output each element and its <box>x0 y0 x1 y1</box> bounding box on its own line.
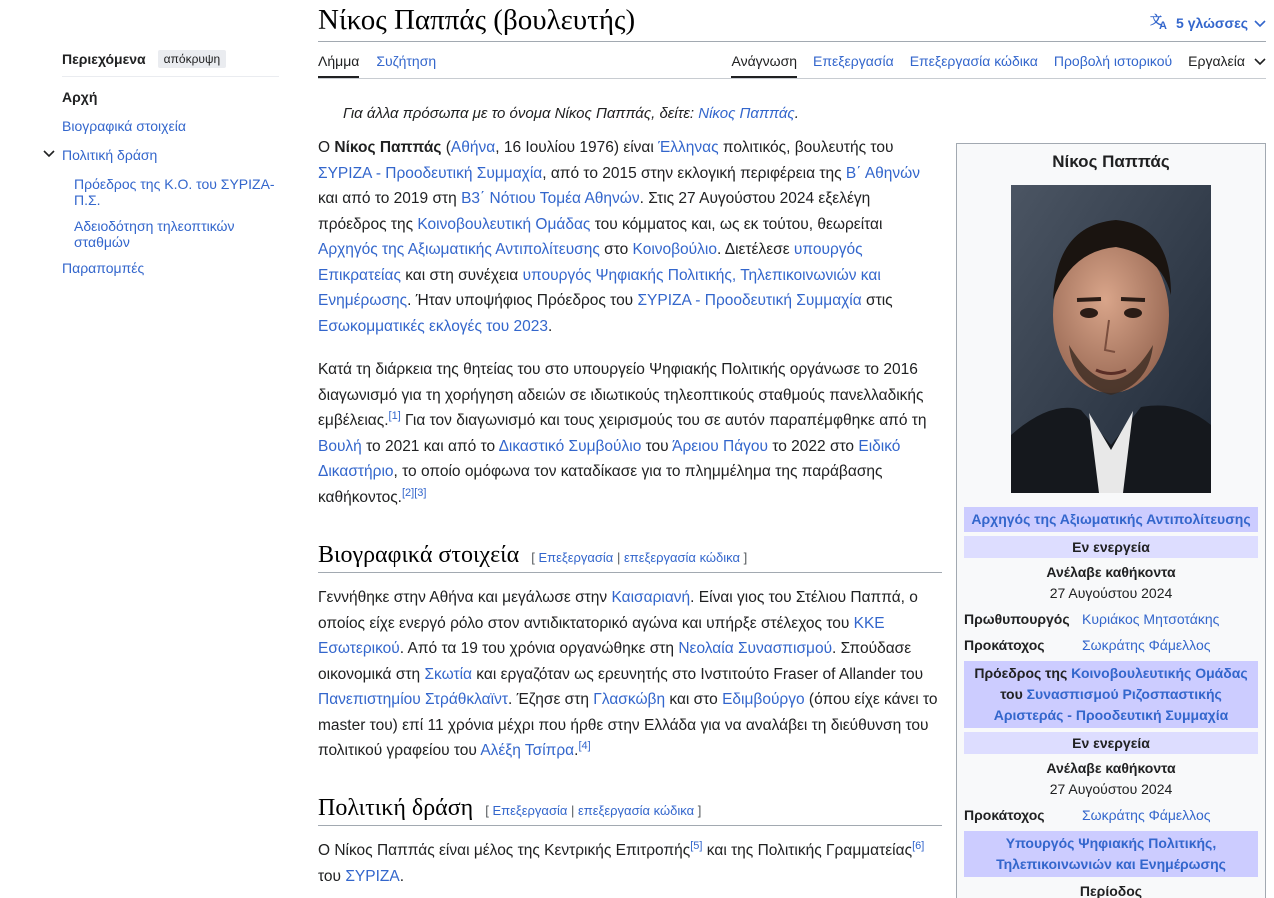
reference-link[interactable]: [1] <box>388 409 401 422</box>
language-count: 5 γλώσσες <box>1176 14 1248 31</box>
tab-read[interactable]: Ανάγνωση <box>731 53 797 78</box>
toc-item-references[interactable]: Παραπομπές <box>62 260 145 276</box>
link[interactable]: Έλληνας <box>658 139 719 156</box>
separator: | <box>567 803 578 818</box>
edit-link[interactable]: Επεξεργασία <box>538 550 614 565</box>
link[interactable]: Κοινοβουλευτικής Ομάδας <box>1071 665 1248 681</box>
link[interactable]: Δικαστικό Συμβούλιο <box>498 437 642 455</box>
toc-subitem-parliamentary-group[interactable]: Πρόεδρος της Κ.Ο. του ΣΥΡΙΖΑ-Π.Σ. <box>74 176 275 208</box>
view-tabs <box>731 53 1266 78</box>
link[interactable]: ΣΥΡΙΖΑ - Προοδευτική Συμμαχία <box>318 164 543 182</box>
svg-text:文: 文 <box>1150 13 1163 27</box>
infobox-name: Νίκος Παππάς <box>1052 152 1170 171</box>
paragraph-biography: Γεννήθηκε στην Αθήνα και μεγάλωσε στην Καισαριανή. Είναι γιος του Στέλιου Παππά, ο οποίος είχε ενεργό ρόλο στον αντιδικτατορικό αγώνα και υπήρξε στέλεχος του ΚΚΕ Εσωτερικού. Από τα 19 του χρόνια οργανώθηκε στη Νεολαία Συνασπισμού. Σπούδασε οικονομικά στη Σκωτία και εργαζόταν ως ερευνητής στο Ινστιτούτο Fraser of Allander του Πανεπιστημίου Στράθκλαϊντ. Έζησε στη Γλασκώβη και στο Εδιμβούργο (όπου είχε κάνει το master του) επί 11 χρόνια μέχρι που ήρθε στην Ελλάδα για να αναλάβει τη διεύθυνση του πολιτικού γραφείου του Αλέξη Τσίπρα.[4] <box>318 589 938 759</box>
page-title: Νίκος Παππάς (βουλευτής) <box>318 4 636 36</box>
tabs-divider <box>318 78 1266 79</box>
link[interactable]: ΣΥΡΙΖΑ - Προοδευτική Συμμαχία <box>637 292 862 309</box>
reference-link[interactable]: [6] <box>912 839 925 852</box>
section-title: Πολιτική δράση <box>318 795 474 821</box>
link[interactable]: Συνασπισμού Ριζοσπαστικής Αριστεράς - Προοδευτική Συμμαχία <box>993 686 1229 723</box>
title-divider <box>318 41 1266 42</box>
tools-label: Εργαλεία <box>1188 53 1245 69</box>
chevron-down-icon[interactable] <box>43 147 55 161</box>
infobox-status: Εν ενεργεία <box>964 536 1258 558</box>
infobox-role-leader-opposition[interactable] <box>964 507 1258 532</box>
link[interactable]: Γλασκώβη <box>593 691 666 708</box>
edit-source-link[interactable]: επεξεργασία κώδικα <box>623 550 741 565</box>
hatnote-end: . <box>794 105 799 122</box>
intro-paragraph: Ο Νίκος Παππάς (Αθήνα, 16 Ιουλίου 1976) είναι Έλληνας πολιτικός, βουλευτής του ΣΥΡΙΖΑ - Προοδευτική Συμμαχία, από το 2015 στην εκλογική περιφέρεια της Β΄ Αθηνών και από το 2019 στη Β3΄ Νότιου Τομέα Αθηνών. Στις 27 Αυγούστου 2024 εξελέγη πρόεδρος της Κοινοβουλευτική Ομάδας του κόμματος και, ως εκ τούτου, θεωρείται Αρχηγός της Αξιωματικής Αντιπολίτευσης στο Κοινοβούλιο. Διετέλεσε υπουργός Επικρατείας και στη συνέχεια υπουργός Ψηφιακής Πολιτικής, Τηλεπικοινωνιών και Ενημέρωσης. Ήταν υποψήφιος Πρόεδρος του ΣΥΡΙΖΑ - Προοδευτική Συμμαχία στις Εσωκομματικές εκλογές του 2023. <box>318 139 921 335</box>
toc-title: Περιεχόμενα <box>62 51 146 67</box>
section-heading-political <box>318 795 942 826</box>
link[interactable]: Αρχηγός της Αξιωματικής Αντιπολίτευσης <box>971 511 1251 527</box>
link[interactable]: Αλέξη Τσίπρα <box>480 742 575 759</box>
bracket: ] <box>743 550 748 565</box>
toc-item-political-activity[interactable]: Πολιτική δράση <box>62 147 158 163</box>
link[interactable]: Καισαριανή <box>611 589 691 606</box>
reference-link[interactable]: [4] <box>578 739 591 752</box>
toc-item-top[interactable]: Αρχή <box>62 89 98 105</box>
link[interactable]: Β3΄ Νότιου Τομέα Αθηνών <box>461 190 640 207</box>
toc-header <box>62 50 279 77</box>
link[interactable]: υπουργός Επικρατείας <box>318 241 863 284</box>
link[interactable]: Κοινοβουλευτική Ομάδας <box>417 215 591 233</box>
infobox-key: Προκάτοχος <box>964 637 1045 653</box>
link[interactable]: ΚΚΕ Εσωτερικού <box>318 614 885 657</box>
table-of-contents <box>62 50 279 289</box>
infobox-row-predecessor <box>964 805 1258 826</box>
infobox-link[interactable]: Σωκράτης Φάμελλος <box>1082 807 1211 823</box>
language-selector[interactable] <box>1150 12 1266 33</box>
link[interactable]: Εδιμβούργο <box>722 691 805 708</box>
edit-source-link[interactable]: επεξεργασία κώδικα <box>577 803 695 818</box>
tab-talk[interactable]: Συζήτηση <box>376 53 437 69</box>
infobox-date: 27 Αυγούστου 2024 <box>1049 585 1173 601</box>
link[interactable]: Εσωκομματικές εκλογές του 2023 <box>318 317 549 335</box>
infobox-label: Ανέλαβε καθήκοντα <box>1046 564 1176 580</box>
hatnote-link[interactable]: Νίκος Παππάς <box>698 105 795 122</box>
svg-text:A: A <box>1159 20 1167 30</box>
hatnote-text: Για άλλα πρόσωπα με το όνομα Νίκος Παππάς, δείτε: <box>343 105 699 122</box>
infobox-label: Ανέλαβε καθήκοντα <box>1046 760 1176 776</box>
infobox-text: του <box>1000 686 1027 702</box>
chevron-down-icon <box>1254 15 1266 31</box>
link[interactable]: Β΄ Αθηνών <box>845 164 921 182</box>
namespace-tabs <box>318 53 436 78</box>
infobox-key: Προκάτοχος <box>964 807 1045 823</box>
tab-history[interactable]: Προβολή ιστορικού <box>1053 53 1173 69</box>
link[interactable]: ΣΥΡΙΖΑ <box>345 867 400 885</box>
infobox-row-predecessor <box>964 635 1258 656</box>
infobox-role-digital-minister[interactable] <box>964 831 1258 877</box>
bracket: [ <box>531 550 535 565</box>
infobox-status: Εν ενεργεία <box>964 732 1258 754</box>
portrait-image[interactable] <box>1011 185 1211 493</box>
link[interactable]: Κοινοβούλιο <box>632 241 717 258</box>
link[interactable]: Βουλή <box>318 437 362 455</box>
infobox-role-parliamentary-group <box>964 661 1258 728</box>
chevron-down-icon <box>1254 53 1266 69</box>
reference-link[interactable]: [2] <box>402 486 415 499</box>
section-heading-biography <box>318 542 942 573</box>
edit-links <box>531 550 747 565</box>
paragraph-political: Ο Νίκος Παππάς είναι μέλος της Κεντρικής Επιτροπής[5] και της Πολιτικής Γραμματείας[6] του ΣΥΡΙΖΑ. <box>318 839 925 885</box>
link[interactable]: Ειδικό Δικαστήριο <box>318 437 901 480</box>
infobox-link[interactable]: Σωκράτης Φάμελλος <box>1082 637 1211 653</box>
edit-links <box>485 803 701 818</box>
link[interactable]: υπουργός Ψηφιακής Πολιτικής, Τηλεπικοινωνιών και Ενημέρωσης <box>318 266 881 309</box>
bracket: ] <box>697 803 702 818</box>
infobox-row-pm <box>964 609 1258 630</box>
link[interactable]: Σκωτία <box>424 665 472 683</box>
section-title: Βιογραφικά στοιχεία <box>318 542 520 568</box>
hatnote <box>343 105 799 122</box>
toc-item-biography[interactable]: Βιογραφικά στοιχεία <box>62 118 186 134</box>
tab-article[interactable]: Λήμμα <box>318 53 359 78</box>
infobox-link[interactable]: Κυριάκος Μητσοτάκης <box>1082 611 1220 627</box>
link[interactable]: Αθήνα <box>450 139 496 156</box>
link[interactable]: Πανεπιστημίου Στράθκλαϊντ <box>318 691 508 708</box>
bracket: [ <box>485 803 489 818</box>
link[interactable]: Άρειου Πάγου <box>672 437 769 455</box>
reference-link[interactable]: [3] <box>414 486 427 499</box>
separator: | <box>613 550 624 565</box>
tab-edit-source[interactable]: Επεξεργασία κώδικα <box>909 53 1038 69</box>
infobox <box>956 143 1266 898</box>
toc-subitem-tv-licensing[interactable]: Αδειοδότηση τηλεοπτικών σταθμών <box>74 218 235 250</box>
infobox-text: Πρόεδρος της <box>974 665 1072 681</box>
link[interactable]: Αρχηγός της Αξιωματικής Αντιπολίτευσης <box>318 241 600 258</box>
edit-link[interactable]: Επεξεργασία <box>492 803 568 818</box>
infobox-date: 27 Αυγούστου 2024 <box>1049 781 1173 797</box>
reference-link[interactable]: [5] <box>690 839 703 852</box>
paragraph-ministry: Κατά τη διάρκεια της θητείας του στο υπουργείο Ψηφιακής Πολιτικής οργάνωσε το 2016 διαγωνισμό για τη χορήγηση αδειών σε ιδιωτικούς τηλεοπτικούς σταθμούς πανελλαδικής εμβέλειας.[1] Για τον διαγωνισμό και τους χειρισμούς του σε αυτόν παραπέμφθηκε από τη Βουλή το 2021 και από το Δικαστικό Συμβούλιο του Άρειου Πάγου το 2022 στο Ειδικό Δικαστήριο, το οποίο ομόφωνα τον καταδίκασε για το πλημμέλημα της παράβασης καθήκοντος.[2][3] <box>318 361 927 506</box>
tools-menu[interactable] <box>1188 53 1266 76</box>
tab-edit[interactable]: Επεξεργασία <box>813 53 894 69</box>
infobox-key: Πρωθυπουργός <box>964 611 1070 627</box>
link[interactable]: Υπουργός Ψηφιακής Πολιτικής, Τηλεπικοινωνιών και Ενημέρωσης <box>996 835 1226 872</box>
link[interactable]: Νεολαία Συνασπισμού <box>678 640 833 657</box>
translate-icon <box>1150 12 1170 33</box>
toc-hide-button[interactable]: απόκρυψη <box>158 50 227 68</box>
infobox-label: Περίοδος <box>1079 883 1143 898</box>
